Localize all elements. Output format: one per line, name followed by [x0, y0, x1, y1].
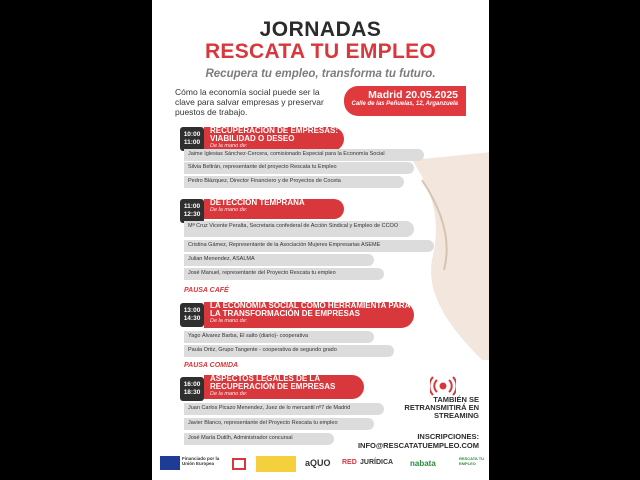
inscripciones-block: [337, 432, 479, 450]
speaker-row: Julian Menendez, ASALMA: [184, 254, 374, 266]
speaker-row: Mª Cruz Vicente Peralta, Secretaria confederal de Acción Sindical y Empleo de CCOO: [184, 221, 414, 237]
session-sub: De la mano de:: [210, 318, 248, 324]
session-sub: De la mano de:: [210, 207, 248, 213]
title-line1: JORNADAS: [259, 18, 382, 41]
streaming-text: TAMBIÉN SE RETRANSMITIRÁ EN STREAMING: [404, 395, 479, 420]
juridica-logo: JURÍDICA: [360, 459, 394, 466]
session-time: 11:00 12:30: [180, 199, 204, 223]
event-date: Madrid 20.05.2025: [368, 89, 458, 101]
speaker-row: Javier Blanco, representante del Proyecto Rescata tu empleo: [184, 418, 374, 430]
nabata-logo: nabata: [410, 459, 436, 468]
speaker-row: Cristina Gámez, Representante de la Asociación Mujeres Empresarias ASEME: [184, 240, 434, 252]
eu-flag-icon: [160, 456, 180, 470]
intro-text: Cómo la economía social puede ser la clave para salvar empresas y preservar puestos de trabajo.: [175, 87, 324, 117]
session-title: DETECCIÓN TEMPRANA: [210, 198, 305, 207]
speaker-row: Pedro Blázquez, Director Financiero y de Proyectos de Coceta: [184, 176, 404, 188]
session-title: LA ECONOMÍA SOCIAL COMO HERRAMIENTA PARA LA TRANSFORMACIÓN DE EMPRESAS: [210, 301, 411, 318]
session-title-bar: [204, 199, 344, 219]
broadcast-icon: [430, 376, 456, 396]
rescata-logo: RESCATA TU EMPLEO: [459, 456, 485, 466]
session-title: RECUPERACIÓN DE EMPRESAS: VIABILIDAD O DESEO: [210, 126, 339, 143]
eu-logo-text: Financiado por la Unión Europea: [182, 456, 220, 466]
session-title-bar: [204, 127, 344, 151]
sponsor-logos: [152, 452, 489, 480]
speaker-row: Yago Álvarez Barba, El salto (diario)- cooperativa: [184, 331, 374, 343]
event-address: Calle de las Peñuelas, 12, Arganzuela: [351, 101, 458, 107]
session-time: 13:00 14:30: [180, 303, 204, 327]
speaker-row: José Manuel, representante del Proyecto Rescata tu empleo: [184, 268, 384, 280]
tagline: Recupera tu empleo, transforma tu futuro.: [205, 68, 436, 80]
aquo-logo: aQUO: [305, 458, 331, 468]
session-title: ASPECTOS LEGALES DE LA RECUPERACIÓN DE EMPRESAS: [210, 374, 336, 391]
session-time: 10:00 11:00: [180, 127, 204, 151]
inscripciones-label: INSCRIPCIONES:: [417, 432, 479, 441]
speaker-row: Juan Carlos Picazo Menendez, Juez de lo mercantil nº7 de Madrid: [184, 403, 384, 415]
event-location-badge: [344, 86, 466, 116]
speaker-row: Silvia Beltrán, representante del proyecto Rescata tu Empleo: [184, 162, 414, 174]
session-title-bar: [204, 375, 364, 399]
gov-logo-icon: [232, 458, 246, 470]
session-sub: De la mano de:: [210, 143, 248, 149]
session-title-bar: [204, 302, 414, 328]
pausa-comida-label: PAUSA COMIDA: [184, 362, 239, 369]
speaker-row: José María Dutilh, Administrador concursal: [184, 433, 334, 445]
spain-gov-logo-icon: [256, 456, 296, 472]
email-link[interactable]: INFO@RESCATATUEMPLEO.COM: [357, 441, 479, 450]
speaker-row: Paula Ortiz, Grupo Tangente - cooperativa de segundo grado: [184, 345, 394, 357]
pausa-cafe-label: PAUSA CAFÉ: [184, 287, 229, 294]
session-time: 16:00 18:30: [180, 377, 204, 401]
red-logo: RED: [342, 459, 357, 466]
title-line2: RESCATA TU EMPLEO: [204, 40, 437, 63]
session-sub: De la mano de:: [210, 391, 248, 397]
speaker-row: Jaime Iglesias Sánchez-Cercera, comisionado Especial para la Economía Social: [184, 149, 424, 161]
poster: [152, 0, 489, 480]
